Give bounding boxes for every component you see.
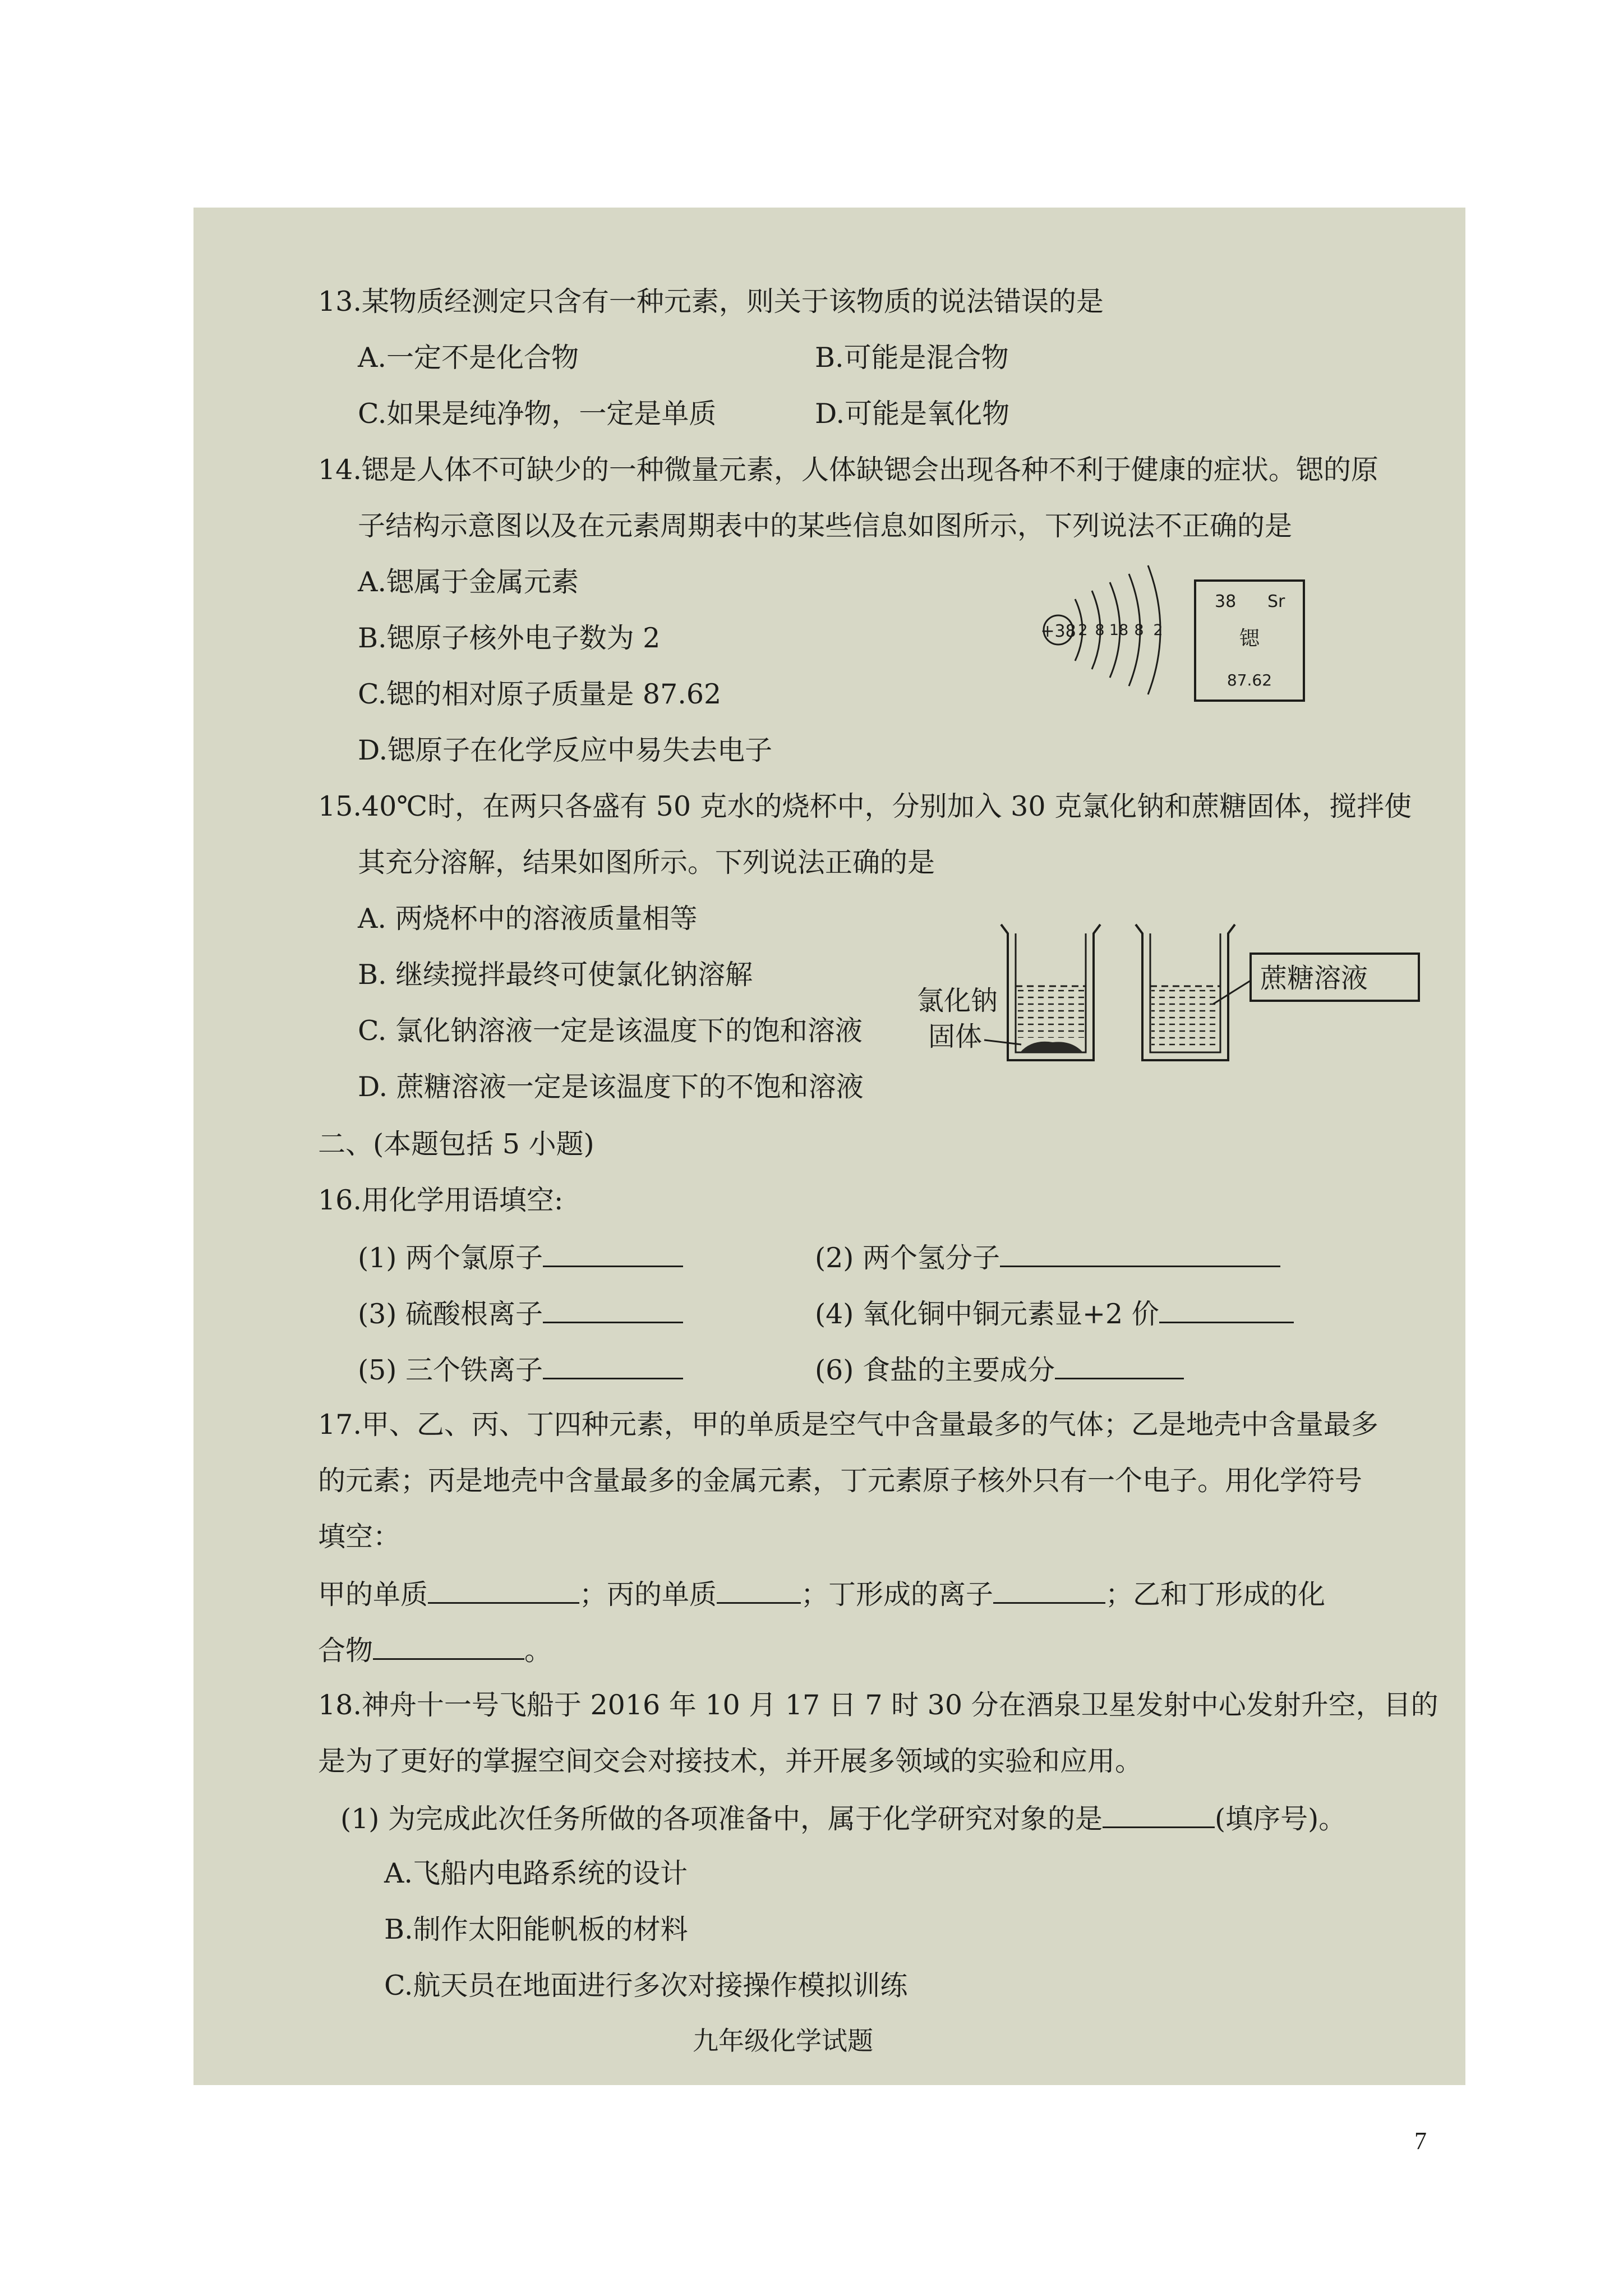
scanned-exam-photo (193, 208, 1465, 2085)
q18-sub1: (1) 为完成此次任务所做的各项准备中，属于化学研究对象的是 (填序号)。 (340, 1801, 1346, 1836)
q18-line2: 是为了更好的掌握空间交会对接技术，并开展多领域的实验和应用。 (318, 1745, 1143, 1777)
q17-fill-line: 甲的单质 ；丙的单质 ；丁形成的离子 ；乙和丁形成的化 (318, 1576, 1325, 1612)
section-2-heading: 二、(本题包括 5 小题) (318, 1128, 594, 1160)
sodium-chloride-beaker (1001, 924, 1100, 1060)
q15-option-b: B. 继续搅拌最终可使氯化钠溶解 (358, 959, 753, 991)
shell-electrons-1: 2 (1078, 622, 1088, 639)
element-name: 锶 (1239, 627, 1260, 650)
q16-stem: 16.用化学用语填空: (318, 1184, 564, 1216)
q13-stem: 13.某物质经测定只含有一种元素，则关于该物质的说法错误的是 (318, 286, 1104, 318)
answer-blank[interactable] (543, 1296, 683, 1323)
answer-blank[interactable] (717, 1576, 801, 1604)
q14-option-d: D.锶原子在化学反应中易失去电子 (358, 734, 773, 766)
element-atomic-number: 38 (1215, 592, 1237, 611)
answer-blank[interactable] (373, 1632, 524, 1660)
q16-item-3: (3) 硫酸根离子 (358, 1296, 683, 1331)
page-number: 7 (1414, 2127, 1427, 2155)
sucrose-label: 蔗糖溶液 (1260, 963, 1368, 994)
q16-item-4: (4) 氧化铜中铜元素显+2 价 (815, 1296, 1294, 1331)
q13-option-a: A.一定不是化合物 (358, 342, 579, 374)
element-symbol: Sr (1267, 592, 1285, 611)
q16-item-2: (2) 两个氢分子 (815, 1240, 1280, 1275)
q17-fill-line2: 合物 。 (318, 1632, 552, 1668)
nacl-label-line1: 氯化钠 (917, 985, 998, 1016)
undissolved-solid (1020, 1042, 1083, 1052)
answer-blank[interactable] (1000, 1240, 1280, 1267)
beakers-diagram (906, 920, 1427, 1088)
strontium-atom-diagram (1040, 560, 1169, 700)
exam-footer-title: 九年级化学试题 (693, 2026, 873, 2056)
q14-option-a: A.锶属于金属元素 (358, 566, 579, 598)
shell-electrons-5: 2 (1153, 622, 1163, 639)
nucleus-charge: +38 (1040, 622, 1076, 641)
q15-option-d: D. 蔗糖溶液一定是该温度下的不饱和溶液 (358, 1071, 864, 1103)
answer-blank[interactable] (543, 1240, 683, 1267)
q18-line1: 18.神舟十一号飞船于 2016 年 10 月 17 日 7 时 30 分在酒泉卫星发射中心发射升空，目的 (318, 1689, 1438, 1721)
q13-option-c: C.如果是纯净物，一定是单质 (358, 398, 717, 430)
shell-electrons-4: 8 (1134, 622, 1144, 639)
q14-stem-line1: 14.锶是人体不可缺少的一种微量元素，人体缺锶会出现各种不利于健康的症状。锶的原 (318, 454, 1378, 486)
shell-electrons-3: 18 (1109, 622, 1129, 639)
q16-item-6: (6) 食盐的主要成分 (815, 1352, 1184, 1387)
shell-electrons-2: 8 (1095, 622, 1105, 639)
q13-option-d: D.可能是氧化物 (815, 398, 1010, 430)
q17-line2: 的元素；丙是地壳中含量最多的金属元素，丁元素原子核外只有一个电子。用化学符号 (318, 1465, 1363, 1497)
answer-blank[interactable] (543, 1352, 683, 1379)
q14-stem-line2: 子结构示意图以及在元素周期表中的某些信息如图所示，下列说法不正确的是 (358, 510, 1293, 542)
q15-option-a: A. 两烧杯中的溶液质量相等 (358, 903, 698, 935)
answer-blank[interactable] (428, 1576, 579, 1604)
q15-option-c: C. 氯化钠溶液一定是该温度下的饱和溶液 (358, 1015, 863, 1047)
q18-option-b: B.制作太阳能帆板的材料 (384, 1913, 688, 1945)
q14-option-c: C.锶的相对原子质量是 87.62 (358, 678, 722, 710)
q18-option-a: A.飞船内电路系统的设计 (384, 1857, 688, 1889)
answer-blank[interactable] (993, 1576, 1105, 1604)
sucrose-beaker (1136, 924, 1235, 1060)
answer-blank[interactable] (1103, 1801, 1215, 1828)
q17-line3: 填空： (318, 1521, 401, 1553)
nacl-label-line2: 固体 (928, 1021, 983, 1052)
q18-option-c: C.航天员在地面进行多次对接操作模拟训练 (384, 1970, 908, 2001)
q13-option-b: B.可能是混合物 (815, 342, 1009, 374)
element-relative-mass: 87.62 (1227, 671, 1272, 689)
q17-line1: 17.甲、乙、丙、丁四种元素，甲的单质是空气中含量最多的气体；乙是地壳中含量最多 (318, 1409, 1378, 1441)
strontium-element-card (1193, 579, 1306, 702)
answer-blank[interactable] (1055, 1352, 1184, 1379)
q14-option-b: B.锶原子核外电子数为 2 (358, 622, 661, 654)
q15-stem-line2: 其充分溶解，结果如图所示。下列说法正确的是 (358, 846, 935, 878)
answer-blank[interactable] (1159, 1296, 1294, 1323)
q15-stem-line1: 15.40℃时，在两只各盛有 50 克水的烧杯中，分别加入 30 克氯化钠和蔗糖固体，搅拌使 (318, 790, 1412, 822)
q16-item-5: (5) 三个铁离子 (358, 1352, 683, 1387)
q16-item-1: (1) 两个氯原子 (358, 1240, 683, 1275)
